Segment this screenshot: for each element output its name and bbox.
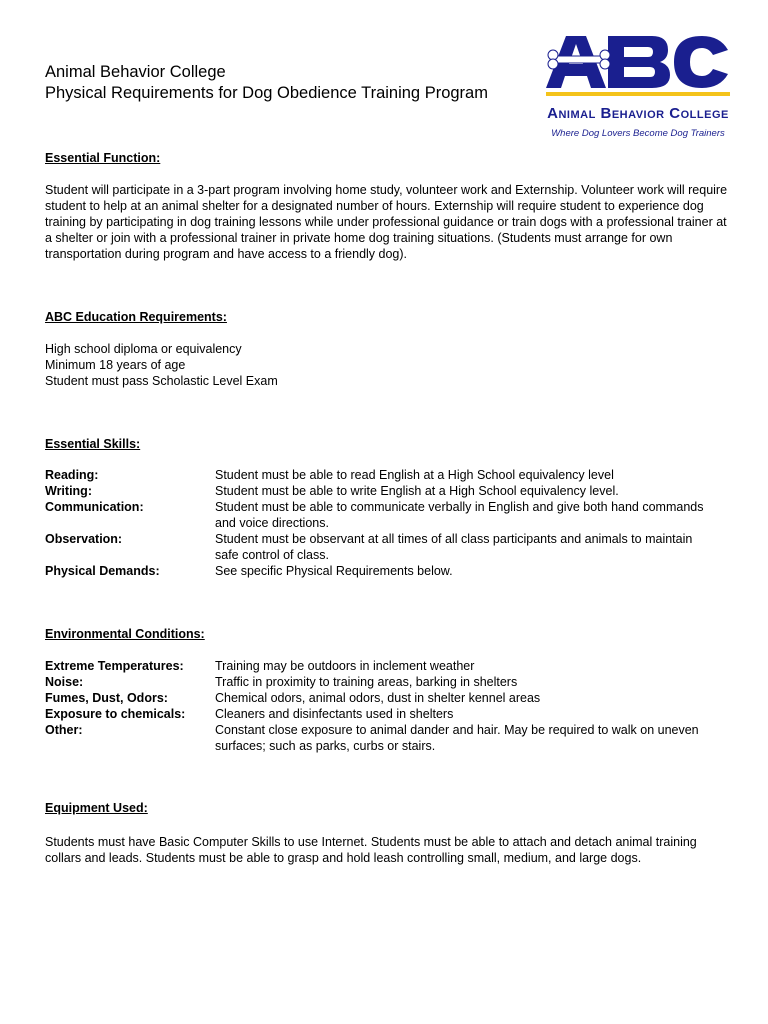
- logo-stripe: [546, 92, 730, 96]
- skill-value: Student must be able to write English at a High School equivalency level.: [215, 484, 619, 498]
- env-value: Traffic in proximity to training areas, barking in shelters: [215, 675, 518, 689]
- env-value: Constant close exposure to animal dander and hair. May be required to walk on uneven surfaces; such as parks, curbs or stairs.: [215, 723, 699, 753]
- education-list: [45, 341, 278, 389]
- skill-label: Writing:: [45, 484, 92, 498]
- skill-label: Communication:: [45, 500, 144, 514]
- education-item: Student must pass Scholastic Level Exam: [45, 374, 278, 388]
- document-subtitle: Physical Requirements for Dog Obedience Training Program: [45, 84, 488, 102]
- essential-function-text: Student will participate in a 3-part program involving home study, volunteer work and Externship. Volunteer work will require student to help at an animal shelter for a designated number of hours. Externship will require student to experience dog training by participating in dog training lessons while under professional guidance or train dogs with a professional trainer at a shelter or join with a professional trainer in private home dog training situations. (Students must arrange for own transportation during program and have access to a friendly dog).: [45, 183, 728, 261]
- env-value: Cleaners and disinfectants used in shelters: [215, 707, 454, 721]
- equipment-heading: Equipment Used:: [45, 801, 148, 815]
- skill-value: See specific Physical Requirements below.: [215, 564, 453, 578]
- education-heading: ABC Education Requirements:: [45, 310, 227, 324]
- env-label: Exposure to chemicals:: [45, 707, 186, 721]
- logo-letter-c: [674, 36, 728, 88]
- env-value: Chemical odors, animal odors, dust in shelter kennel areas: [215, 691, 541, 705]
- logo-name: Animal Behavior College: [547, 105, 729, 122]
- skill-label: Observation:: [45, 532, 123, 546]
- skill-value: Student must be able to read English at a High School equivalency level: [215, 468, 614, 482]
- env-value: Training may be outdoors in inclement weather: [215, 659, 475, 673]
- education-item: Minimum 18 years of age: [45, 358, 186, 372]
- skill-label: Reading:: [45, 468, 99, 482]
- env-label: Noise:: [45, 675, 84, 689]
- skill-value: Student must be able to communicate verbally in English and give both hand commands and voice directions.: [215, 500, 704, 530]
- essential-function-heading: Essential Function:: [45, 151, 161, 165]
- logo-tagline: Where Dog Lovers Become Dog Trainers: [551, 128, 725, 139]
- skill-label: Physical Demands:: [45, 564, 160, 578]
- env-label: Fumes, Dust, Odors:: [45, 691, 168, 705]
- abc-logo: [544, 32, 730, 144]
- equipment-text: Students must have Basic Computer Skills to use Internet. Students must be able to attach and detach animal training collars and leads. Students must be able to grasp and hold leash controlling small, medium, and large dogs.: [45, 835, 697, 865]
- environmental-heading: Environmental Conditions:: [45, 627, 205, 641]
- env-label: Other:: [45, 723, 83, 737]
- education-item: High school diploma or equivalency: [45, 342, 242, 356]
- logo-letter-b: [608, 36, 670, 88]
- env-label: Extreme Temperatures:: [45, 659, 184, 673]
- document-title: Animal Behavior College: [45, 63, 226, 81]
- essential-skills-heading: Essential Skills:: [45, 437, 141, 451]
- skill-value: Student must be observant at all times of all class participants and animals to maintain safe control of class.: [215, 532, 693, 562]
